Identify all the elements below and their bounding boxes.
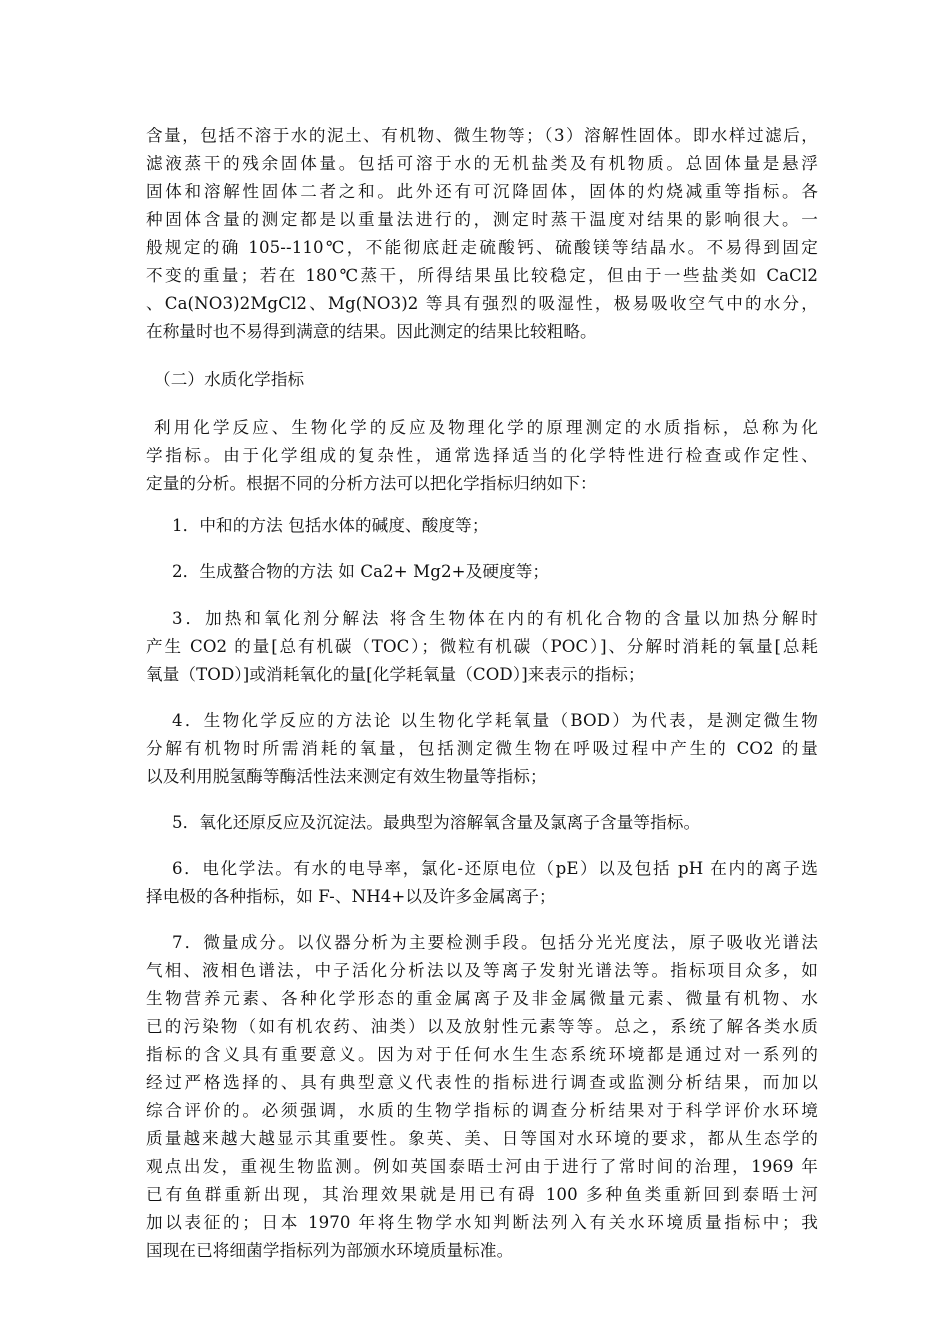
- text-line: 气相、液相色谱法，中子活化分析法以及等离子发射光谱法等。指标项目众多，如: [146, 961, 818, 980]
- text-line: 加以表征的；日本 1970 年将生物学水知判断法列入有关水环境质量指标中；我: [146, 1213, 818, 1232]
- list-item-4: 4．生物化学反应的方法论 以生物化学耗氧量（BOD）为代表，是测定微生物: [172, 711, 818, 730]
- text-line: 以及利用脱氢酶等酶活性法来测定有效生物量等指标；: [146, 767, 547, 786]
- text-line: 已的污染物（如有机农药、油类）以及放射性元素等等。总之，系统了解各类水质: [146, 1017, 818, 1036]
- text-line: 不变的重量；若在 180℃蒸干，所得结果虽比较稳定，但由于一些盐类如 CaCl2: [146, 266, 818, 285]
- list-item-5: 5．氧化还原反应及沉淀法。最典型为溶解氧含量及氯离子含量等指标。: [172, 813, 701, 832]
- list-item-7: 7．微量成分。以仪器分析为主要检测手段。包括分光光度法，原子吸收光谱法: [172, 933, 818, 952]
- list-item-6: 6．电化学法。有水的电导率，氯化-还原电位（pE）以及包括 pH 在内的离子选: [172, 859, 818, 878]
- text-line: 质量越来越大越显示其重要性。象英、美、日等国对水环境的要求，都从生态学的: [146, 1129, 818, 1148]
- text-line: 般规定的确 105--110℃，不能彻底赶走硫酸钙、硫酸镁等结晶水。不易得到固定: [146, 238, 818, 257]
- text-line: 指标的含义具有重要意义。因为对于任何水生生态系统环境都是通过对一系列的: [146, 1045, 818, 1064]
- text-line: 择电极的各种指标，如 F-、NH4+以及许多金属离子；: [146, 887, 556, 906]
- text-line: 分解有机物时所需消耗的氧量，包括测定微生物在呼吸过程中产生的 CO2 的量: [146, 739, 818, 758]
- text-line: 经过严格选择的、具有典型意义代表性的指标进行调查或监测分析结果，而加以: [146, 1073, 818, 1092]
- text-line: 观点出发，重视生物监测。例如英国泰晤士河由于进行了常时间的治理，1969 年: [146, 1157, 818, 1176]
- text-line: 定量的分析。根据不同的分析方法可以把化学指标归纳如下：: [146, 474, 597, 493]
- text-line: 综合评价的。必须强调，水质的生物学指标的调查分析结果对于科学评价水环境: [146, 1101, 818, 1120]
- text-line: 滤液蒸干的残余固体量。包括可溶于水的无机盐类及有机物质。总固体量是悬浮: [146, 154, 818, 173]
- text-line: 含量，包括不溶于水的泥土、有机物、微生物等；（3）溶解性固体。即水样过滤后，: [146, 126, 818, 145]
- text-line: 已有鱼群重新出现，其治理效果就是用已有碍 100 多种鱼类重新回到泰晤士河: [146, 1185, 818, 1204]
- text-line: 、Ca(NO3)2MgCl2、Mg(NO3)2 等具有强烈的吸湿性，极易吸收空气中的水分，: [146, 294, 818, 313]
- text-line: 学指标。由于化学组成的复杂性，通常选择适当的化学特性进行检查或作定性、: [146, 446, 818, 465]
- text-line: 氧量（TOD）]或消耗氧化的量[化学耗氧量（COD）]来表示的指标；: [146, 665, 645, 684]
- text-line: 国现在已将细菌学指标列为部颁水环境质量标准。: [146, 1241, 514, 1260]
- section-heading: （二）水质化学指标: [154, 370, 305, 389]
- text-line: 生物营养元素、各种化学形态的重金属离子及非金属微量元素、微量有机物、水: [146, 989, 818, 1008]
- text-line: 产生 CO2 的量[总有机碳（TOC）；微粒有机碳（POC）]、分解时消耗的氧量[总耗: [146, 637, 818, 656]
- text-line: 种固体含量的测定都是以重量法进行的，测定时蒸干温度对结果的影响很大。一: [146, 210, 818, 229]
- text-line: 固体和溶解性固体二者之和。此外还有可沉降固体，固体的灼烧减重等指标。各: [146, 182, 818, 201]
- list-item-3: 3．加热和氧化剂分解法 将含生物体在内的有机化合物的含量以加热分解时: [172, 609, 818, 628]
- list-item-1: 1．中和的方法 包括水体的碱度、酸度等；: [172, 516, 489, 535]
- text-line: 利用化学反应、生物化学的反应及物理化学的原理测定的水质指标，总称为化: [154, 418, 818, 437]
- text-line: 在称量时也不易得到满意的结果。因此测定的结果比较粗略。: [146, 322, 597, 341]
- list-item-2: 2．生成螯合物的方法 如 Ca2+ Mg2+及硬度等；: [172, 562, 550, 581]
